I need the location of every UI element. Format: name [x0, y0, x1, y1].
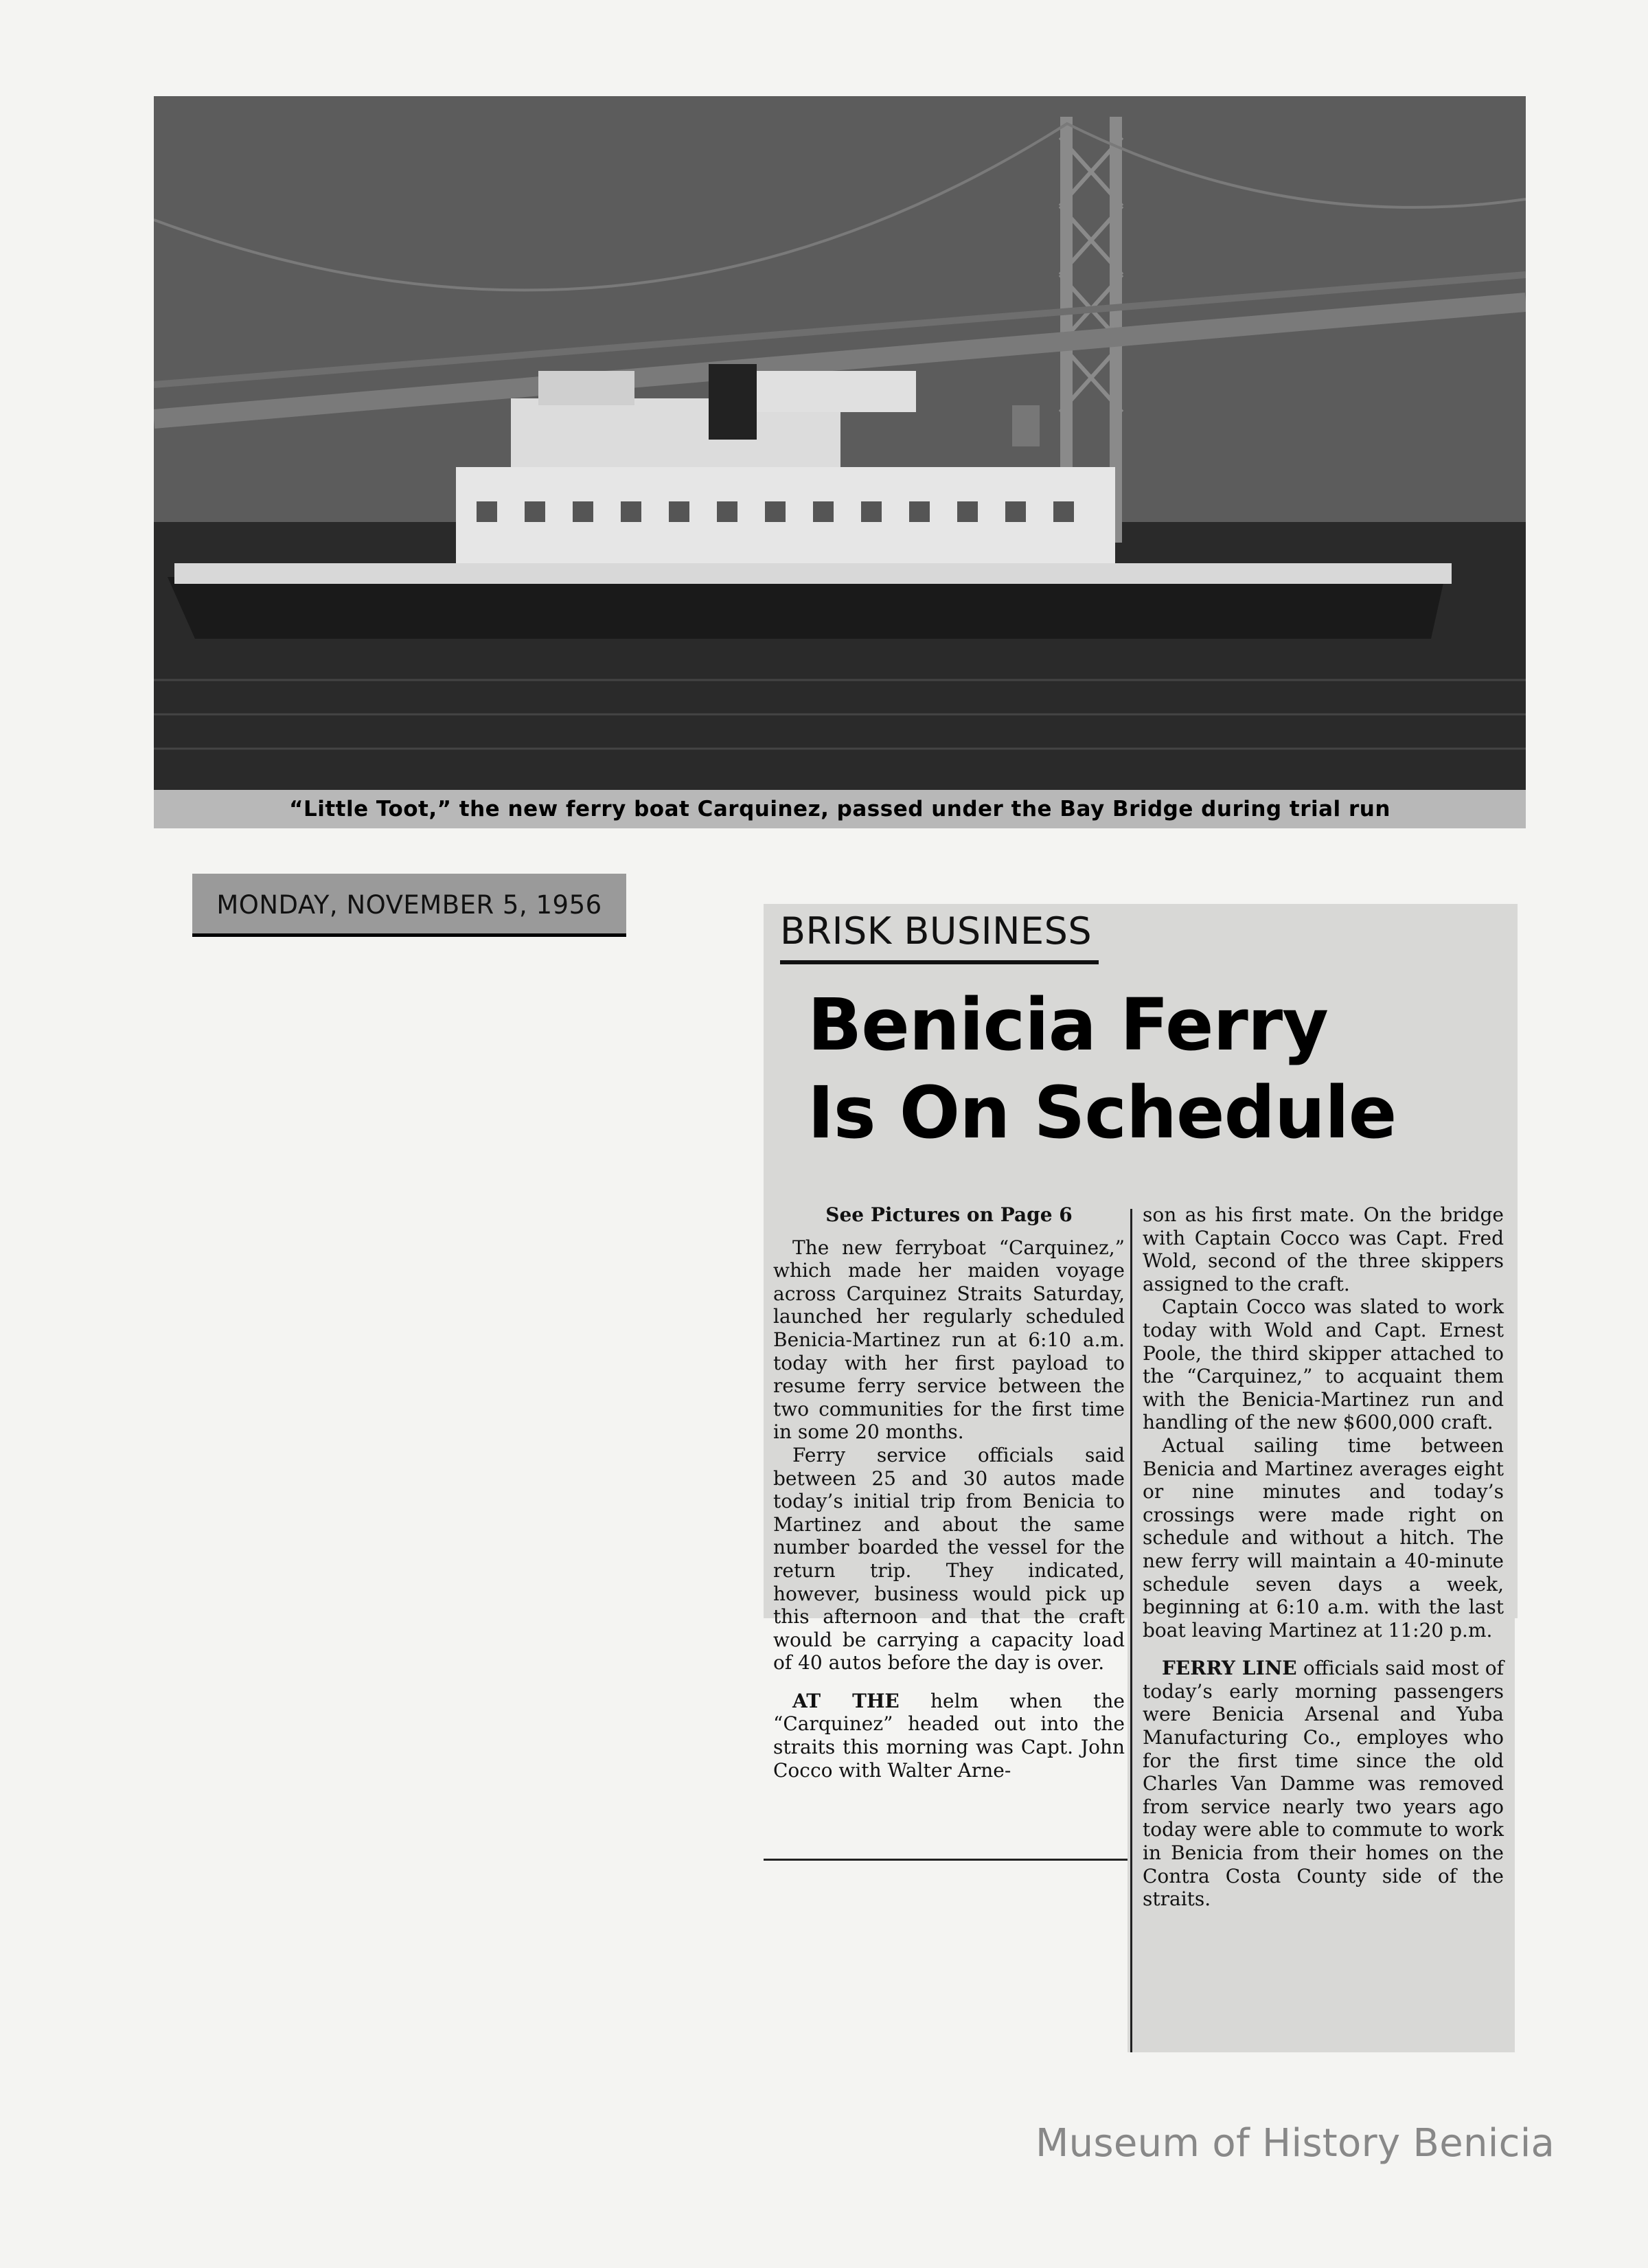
- column-rule: [1130, 1209, 1132, 2052]
- subhead-lead: FERRY LINE: [1162, 1657, 1297, 1680]
- paragraph: Actual sailing time between Benicia and Martinez averages eight or nine minutes and today’s crossings were made right on schedule and without a hitch. The new ferry will maintain a 40-minute schedule seven days a week, beginning at 6:10 a.m. with the last boat leaving Martinez at 11:20 p.m.: [1143, 1433, 1504, 1642]
- subhead-lead: AT THE: [792, 1689, 900, 1712]
- subhead-rest: officials said most of today’s early morning passengers were Benicia Arsenal and Yuba Manufacturing Co., employes who for the first time since the old Charles Van Damme was removed from service nearly two years ago today were able to commute to work in Benicia from their homes on the Contra Costa County side of the straits.: [1143, 1657, 1504, 1911]
- paragraph: Ferry service officials said between 25 and 30 autos made today’s initial trip from Benicia to Martinez and about the same number boarded the vessel for the return trip. They indicated, however, business would pick up this afternoon and that the craft would be carrying a capacity load of 40 autos before the day is over.: [773, 1443, 1125, 1675]
- paragraph: The new ferryboat “Carquinez,” which made her maiden voyage across Carquinez Straits Saturday, launched her regularly scheduled Benicia-Martinez run at 6:10 a.m. today with her first payload to resume ferry service between the two communities for the first time in some 20 months.: [773, 1236, 1125, 1444]
- subhead-rest: helm when the “Carquinez” headed out into the straits this morning was Capt. John Cocco with Walter Arne-: [773, 1689, 1125, 1782]
- dateline: MONDAY, NOVEMBER 5, 1956: [192, 874, 626, 937]
- paragraph: [773, 1690, 1125, 1782]
- paragraph: Captain Cocco was slated to work today with Wold and Capt. Ernest Poole, the third skipper attached to the “Carquinez,” to acquaint them with the Benicia-Martinez run and handling of the new $600,000 craft.: [1143, 1295, 1504, 1434]
- see-pictures-note: See Pictures on Page 6: [825, 1203, 1073, 1226]
- paragraph: [1143, 1657, 1504, 1911]
- article-column-1: [773, 1203, 1125, 1782]
- article-kicker: BRISK BUSINESS: [780, 905, 1099, 964]
- column-end-rule: [764, 1859, 1128, 1861]
- ferry-photo: [154, 96, 1526, 828]
- headline-line-1: Benicia Ferry: [808, 983, 1328, 1067]
- article-headline: [808, 981, 1494, 1157]
- headline-line-2: Is On Schedule: [808, 1071, 1397, 1155]
- watermark: Museum of History Benicia: [1035, 2121, 1555, 2166]
- article-column-2: [1143, 1203, 1504, 1911]
- ferry-photo-image: [154, 96, 1526, 828]
- paragraph: son as his first mate. On the bridge with Captain Cocco was Capt. Fred Wold, second of the three skippers assigned to the craft.: [1143, 1203, 1504, 1295]
- photo-caption: “Little Toot,” the new ferry boat Carquinez, passed under the Bay Bridge during trial run: [154, 790, 1526, 828]
